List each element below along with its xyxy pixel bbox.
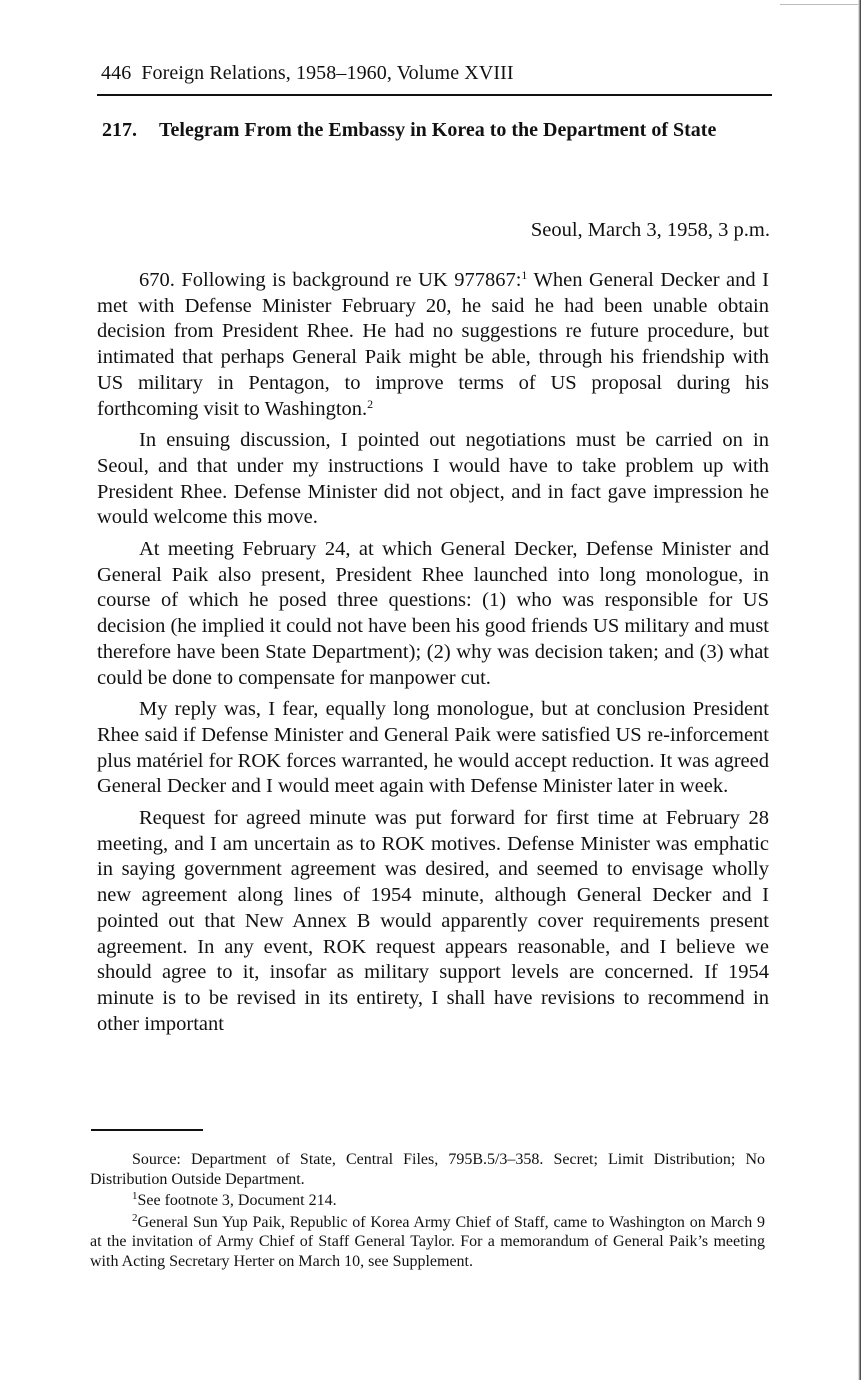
- paragraph-4: My reply was, I fear, equally long monologue, but at conclusion President Rhee said if Defense Minister and General Paik were satisfied US re-inforcement plus matériel for ROK forces warranted, he would accept reduction. It was agreed General Decker and I would meet again with Defense Minister later in week.: [97, 698, 769, 798]
- footnotes: [90, 1150, 765, 1273]
- footnote-ref-1: 1: [521, 268, 528, 282]
- page-edge-top: [780, 4, 861, 5]
- footnote-2-text: General Sun Yup Paik, Republic of Korea Army Chief of Staff, came to Washington on March 9 at the invitation of Army Chief of Staff General Taylor. For a memorandum of General Paik’s meeting with Acting Secretary Herter on March 10, see Supplement.: [90, 1213, 765, 1270]
- paragraph-3: At meeting February 24, at which General Decker, Defense Minister and General Paik also present, President Rhee launched into long monologue, in course of which he posed three questions: (1) who was responsible for US decision (he implied it could not have been his good friends US military and must therefore have been State Department); (2) why was decision taken; and (3) what could be done to compensate for manpower cut.: [97, 538, 769, 689]
- header-rule: [97, 94, 772, 96]
- dateline: Seoul, March 3, 1958, 3 p.m.: [530, 219, 770, 241]
- paragraph-1: [97, 268, 769, 422]
- footnote-2-mark: 2: [132, 1211, 138, 1224]
- document-heading: [102, 118, 762, 142]
- footnote-2: [90, 1213, 765, 1272]
- paragraph-1-opening: 670. Following is background re UK 977867:: [139, 269, 522, 291]
- document-number: 217.: [102, 119, 137, 141]
- footnote-1-text: See footnote 3, Document 214.: [137, 1192, 337, 1209]
- paragraph-2: In ensuing discussion, I pointed out negotiations must be carried on in Seoul, and that under my instructions I would have to take problem up with President Rhee. Defense Minister did not object, and in fact gave impression he would welcome this move.: [97, 429, 769, 529]
- source-note: Source: Department of State, Central Files, 795B.5/3–358. Secret; Limit Distribution; No Distribution Outside Department.: [90, 1151, 765, 1188]
- telegram-body: [97, 268, 769, 1043]
- footnote-1: [90, 1191, 765, 1211]
- document-title: Telegram From the Embassy in Korea to the Department of State: [159, 119, 717, 141]
- paragraph-1-text: When General Decker and I met with Defense Minister February 20, he said he had been unable obtain decision from President Rhee. He had no suggestions re future procedure, but intimated that perhaps General Paik might be able, through his friendship with US military in Pentagon, to improve terms of US proposal during his forthcoming visit to Washington.: [97, 269, 769, 420]
- running-title: Foreign Relations, 1958–1960, Volume XVIII: [141, 62, 514, 84]
- page-number: 446: [101, 62, 132, 84]
- paragraph-5: Request for agreed minute was put forward for first time at February 28 meeting, and I am uncertain as to ROK motives. Defense Minister was emphatic in saying government agreement was desired, and seemed to envisage wholly new agreement along lines of 1954 minute, although General Decker and I pointed out that New Annex B would apparently cover requirements present agreement. In any event, ROK request appears reasonable, and I believe we should agree to it, insofar as military support levels are concerned. If 1954 minute is to be revised in its entirety, I shall have revisions to recommend in other important: [97, 807, 769, 1035]
- running-header: [101, 62, 514, 85]
- footnote-1-mark: 1: [132, 1190, 138, 1202]
- footnote-ref-2: 2: [367, 396, 374, 411]
- footnote-rule: [91, 1129, 203, 1131]
